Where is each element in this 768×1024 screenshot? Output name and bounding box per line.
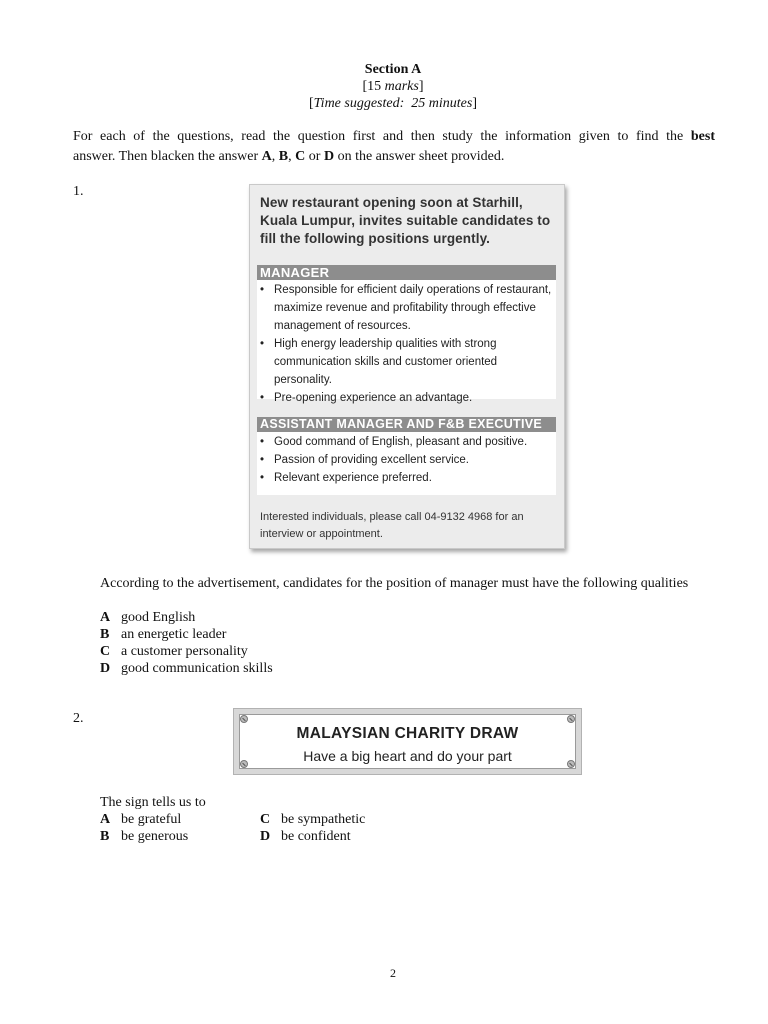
instructions-sep2: , [288,149,296,164]
screw-icon [240,760,248,768]
option-a[interactable] [100,811,270,828]
advert-intro: New restaurant opening soon at Starhill, Kuala Lumpur, invites suitable candidates to fill the following positions urgently. [260,195,551,246]
instructions-part3: on the answer sheet provided. [334,149,505,164]
page-number: 2 [390,966,396,980]
option-b[interactable] [100,828,270,845]
manager-requirements-list [260,281,552,407]
option-text: an energetic leader [121,627,227,642]
list-item: • Passion of providing excellent service. [260,451,552,469]
instructions-sep1: , [271,149,279,164]
question-2-options-right [260,811,460,845]
time-close: ] [472,96,477,111]
instructions-part1: For each of the questions, read the question first and then study the information given to find the [73,129,691,144]
option-letter: B [100,627,110,642]
instructions-or: or [305,149,324,164]
option-text: good communication skills [121,661,273,676]
option-c[interactable] [260,811,460,828]
question-2-number: 2. [73,711,84,726]
option-d[interactable] [100,660,273,677]
option-letter: C [100,644,111,659]
question-2-text: The sign tells us to [100,795,206,810]
instructions-opt-b: B [278,149,289,164]
screw-icon [567,760,575,768]
list-item: • Pre-opening experience an advantage. [260,389,552,407]
job-advertisement [249,184,565,549]
option-letter: A [100,812,111,827]
option-letter: B [100,829,110,844]
option-letter: C [260,812,271,827]
option-text: be sympathetic [281,812,366,827]
question-1-number: 1. [73,184,84,199]
instructions-opt-a: A [261,149,272,164]
time-text: Time suggested: 25 minutes [313,96,473,111]
list-item: • High energy leadership qualities with strong communication skills and customer oriented personality. [260,335,552,389]
question-1-options [100,609,273,677]
screw-icon [240,715,248,723]
instructions-line-1 [73,128,715,145]
instructions-part2: answer. Then blacken the answer [73,149,262,164]
instructions-line-2 [73,148,715,165]
screw-icon [567,715,575,723]
charity-sign [233,708,582,775]
option-text: a customer personality [121,644,248,659]
marks-close: ] [418,79,424,94]
option-text: be generous [121,829,189,844]
sign-title: MALAYSIAN CHARITY DRAW [296,725,519,742]
question-2-options-left [100,811,270,845]
marks-open: [15 [362,79,385,94]
marks-line [0,78,768,95]
option-b[interactable] [100,626,273,643]
option-letter: A [100,610,111,625]
option-a[interactable] [100,609,273,626]
option-c[interactable] [100,643,273,660]
list-item: • Good command of English, pleasant and positive. [260,433,552,451]
list-item: • Responsible for efficient daily operations of restaurant, maximize revenue and profitability through effective management of resources. [260,281,552,335]
time-open: [ [309,96,314,111]
option-d[interactable] [260,828,460,845]
option-letter: D [100,661,111,676]
manager-heading: MANAGER [257,265,556,280]
option-text: good English [121,610,196,625]
list-item: • Relevant experience preferred. [260,469,552,487]
marks-word: marks [384,79,419,94]
assistant-requirements-list [260,433,552,487]
section-title: Section A [364,62,422,77]
sign-subtitle: Have a big heart and do your part [303,748,512,764]
instructions-opt-c: C [295,149,306,164]
option-text: be grateful [121,812,182,827]
question-1-text: According to the advertisement, candidates for the position of manager must have the following qualities [100,576,689,591]
advert-contact: Interested individuals, please call 04-9132 4968 for an interview or appointment. [260,511,524,540]
option-text: be confident [281,829,351,844]
instructions-best: best [690,129,715,144]
option-letter: D [260,829,271,844]
instructions-opt-d: D [323,149,335,164]
time-suggested-line [0,95,768,112]
sign-panel [239,714,576,769]
assistant-heading: ASSISTANT MANAGER AND F&B EXECUTIVE [257,417,556,432]
